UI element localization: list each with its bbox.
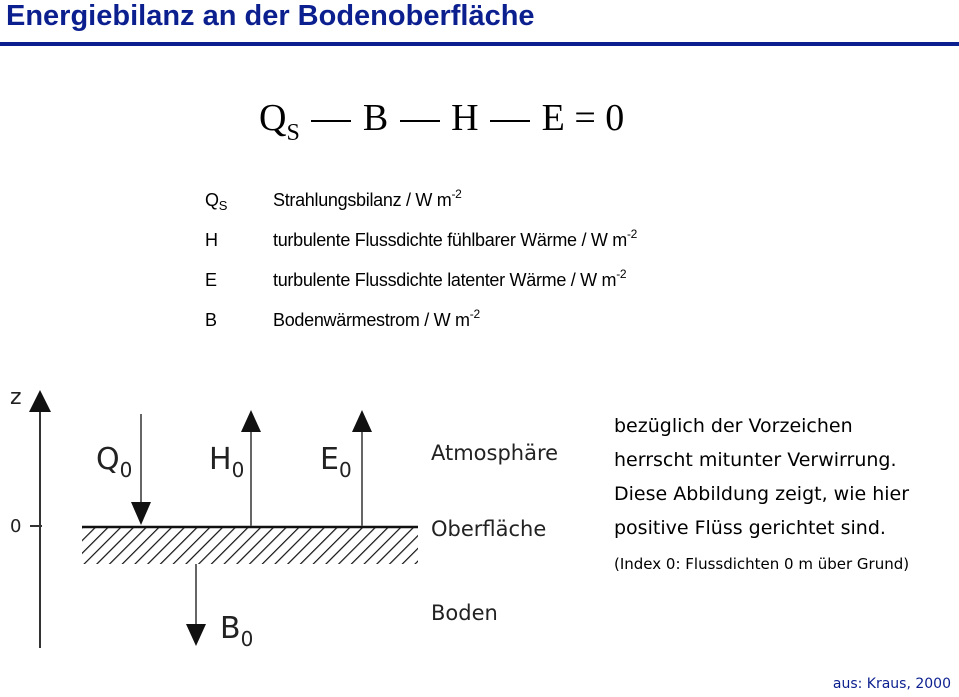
z-axis-arrowhead — [29, 390, 51, 412]
definition-text: turbulente Flussdichte latenter Wärme / W $m^{-2}$ — [273, 267, 627, 290]
q0-label: $Q_0$ — [96, 442, 133, 482]
b0-arrowhead — [186, 624, 206, 646]
definition-text: Bodenwärmestrom / W $m^{-2}$ — [273, 307, 480, 330]
e0-label: $E_0$ — [320, 442, 352, 482]
eq-b: B — [362, 97, 389, 139]
ground-hatch — [82, 528, 418, 564]
energy-balance-equation — [259, 96, 625, 146]
definition-symbol: B — [205, 310, 217, 330]
sign-convention-note — [614, 409, 909, 545]
h0-arrowhead — [241, 410, 261, 432]
eq-e: E — [541, 97, 565, 139]
definition-text: Strahlungsbilanz / W $m^{-2}$ — [273, 187, 462, 210]
eq-h: H — [451, 97, 479, 139]
surface-label: Oberfläche — [431, 517, 547, 541]
h0-label: $H_0$ — [209, 442, 245, 482]
e0-arrowhead — [352, 410, 372, 432]
eq-minus-2 — [400, 120, 440, 122]
note-line: positive Flüss gerichtet sind. — [614, 517, 886, 539]
b0-label: $B_0$ — [220, 611, 254, 651]
index-note: (Index 0: Flussdichten 0 m über Grund) — [614, 555, 910, 573]
eq-q: Q — [259, 97, 287, 139]
eq-minus-1 — [311, 120, 351, 122]
note-line: herrscht mitunter Verwirrung. — [614, 449, 897, 471]
energy-flux-diagram — [0, 380, 600, 680]
page-title: Energiebilanz an der Bodenoberfläche — [6, 0, 535, 32]
eq-minus-3 — [490, 120, 530, 122]
note-line: Diese Abbildung zeigt, wie hier — [614, 483, 910, 505]
note-line: bezüglich der Vorzeichen — [614, 415, 853, 437]
definition-symbol: H — [205, 230, 218, 250]
eq-rhs: = 0 — [574, 97, 625, 139]
definition-symbol: $Q_S$ — [205, 190, 228, 213]
definition-text: turbulente Flussdichte fühlbarer Wärme / W $m^{-2}$ — [273, 227, 638, 250]
eq-q-sub: S — [286, 120, 300, 146]
q0-arrowhead — [131, 502, 151, 525]
source-citation: aus: Kraus, 2000 — [832, 676, 951, 692]
zero-tick-label: 0 — [10, 516, 22, 537]
title-divider — [0, 42, 959, 46]
z-axis-label: z — [10, 385, 22, 410]
definition-symbol: E — [205, 270, 217, 290]
atmosphere-label: Atmosphäre — [431, 441, 559, 465]
ground-label: Boden — [431, 601, 498, 625]
